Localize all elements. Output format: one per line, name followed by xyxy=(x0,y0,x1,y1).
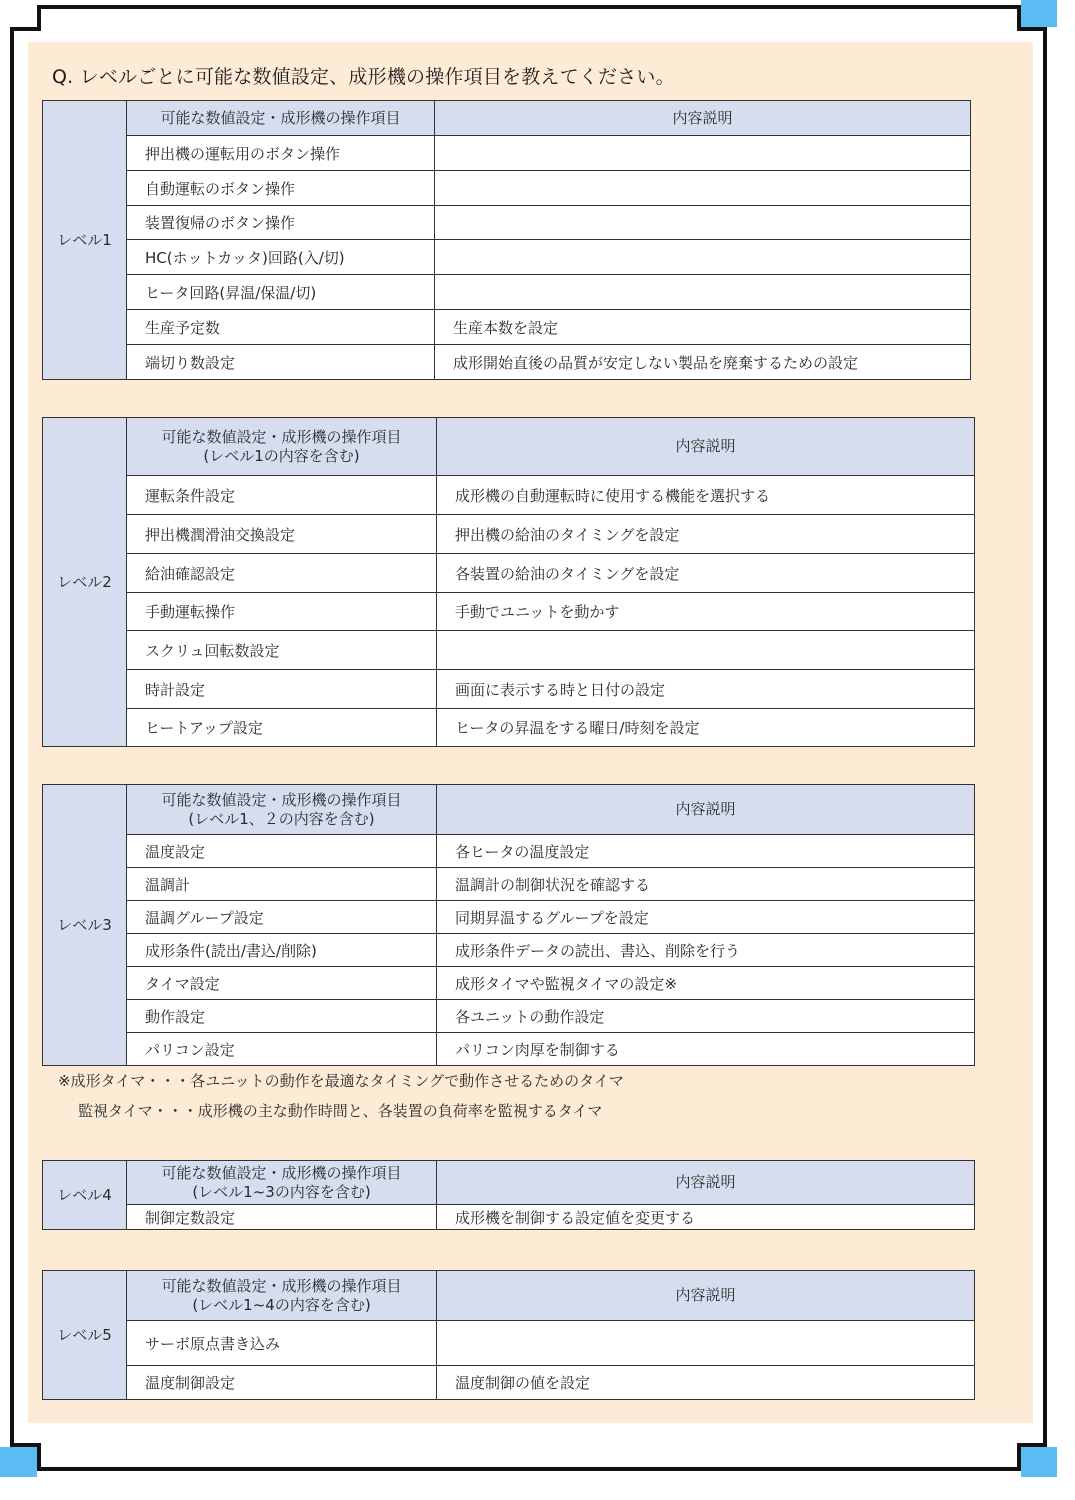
table-row xyxy=(43,670,975,709)
header-item-cell xyxy=(127,101,435,136)
question-heading: Q. レベルごとに可能な数値設定、成形機の操作項目を教えてください。 xyxy=(52,66,675,88)
level-2-table xyxy=(42,417,975,747)
description-cell: ヒータの昇温をする曜日/時刻を設定 xyxy=(437,709,975,747)
item-cell: 端切り数設定 xyxy=(127,345,435,380)
header-desc-cell: 内容説明 xyxy=(437,418,975,476)
item-cell: パリコン設定 xyxy=(127,1033,437,1066)
level-4-table xyxy=(42,1160,975,1230)
level-label: レベル1 xyxy=(43,101,127,380)
item-cell: 手動運転操作 xyxy=(127,593,437,631)
table-row xyxy=(43,1205,975,1230)
table-row xyxy=(43,310,971,345)
table-row xyxy=(43,240,971,275)
description-cell: 手動でユニットを動かす xyxy=(437,593,975,631)
item-cell: 自動運転のボタン操作 xyxy=(127,171,435,206)
table-row xyxy=(43,868,975,901)
table-row xyxy=(43,515,975,554)
table-row xyxy=(43,476,975,515)
description-cell: 押出機の給油のタイミングを設定 xyxy=(437,515,975,554)
table-row xyxy=(43,345,971,380)
item-cell: 温度制御設定 xyxy=(127,1366,437,1400)
item-cell: ヒータ回路(昇温/保温/切) xyxy=(127,275,435,310)
header-item-cell xyxy=(127,785,437,835)
item-cell: 温調グループ設定 xyxy=(127,901,437,934)
table-row xyxy=(43,1033,975,1066)
description-cell: 成形機の自動運転時に使用する機能を選択する xyxy=(437,476,975,515)
description-cell: 成形タイマや監視タイマの設定※ xyxy=(437,967,975,1000)
level-label: レベル3 xyxy=(43,785,127,1066)
description-cell xyxy=(435,136,971,171)
table-row xyxy=(43,171,971,206)
item-cell: 温度設定 xyxy=(127,835,437,868)
table-row xyxy=(43,631,975,670)
header-item-line: (レベル1、２の内容を含む) xyxy=(188,809,375,828)
table-row xyxy=(43,835,975,868)
description-cell: 生産本数を設定 xyxy=(435,310,971,345)
table-row xyxy=(43,554,975,593)
table-row xyxy=(43,709,975,747)
level-label: レベル2 xyxy=(43,418,127,747)
note-line-2: 監視タイマ・・・成形機の主な動作時間と、各装置の負荷率を監視するタイマ xyxy=(78,1102,603,1120)
description-cell xyxy=(437,1321,975,1366)
item-cell: 押出機の運転用のボタン操作 xyxy=(127,136,435,171)
corner-accent-bottom-right xyxy=(1021,1447,1057,1477)
header-item-cell xyxy=(127,418,437,476)
level-3-table xyxy=(42,784,975,1066)
item-cell: 動作設定 xyxy=(127,1000,437,1033)
description-cell: 成形条件データの読出、書込、削除を行う xyxy=(437,934,975,967)
table-row xyxy=(43,136,971,171)
table-row xyxy=(43,593,975,631)
table-row xyxy=(43,934,975,967)
item-cell: サーボ原点書き込み xyxy=(127,1321,437,1366)
description-cell: 温度制御の値を設定 xyxy=(437,1366,975,1400)
item-cell: 押出機潤滑油交換設定 xyxy=(127,515,437,554)
header-item-line: 可能な数値設定・成形機の操作項目 xyxy=(160,108,401,127)
description-cell: 各ユニットの動作設定 xyxy=(437,1000,975,1033)
description-cell xyxy=(435,240,971,275)
item-cell: 制御定数設定 xyxy=(127,1205,437,1230)
item-cell: 生産予定数 xyxy=(127,310,435,345)
header-desc-cell: 内容説明 xyxy=(435,101,971,136)
header-item-line: (レベル1の内容を含む) xyxy=(203,446,360,465)
header-desc-cell: 内容説明 xyxy=(437,1161,975,1205)
description-cell: 画面に表示する時と日付の設定 xyxy=(437,670,975,709)
frame-top-border xyxy=(37,5,1021,9)
frame-right-border xyxy=(1043,27,1047,1447)
header-item-line: 可能な数値設定・成形機の操作項目 xyxy=(161,427,402,446)
table-row xyxy=(43,206,971,240)
header-desc-cell: 内容説明 xyxy=(437,785,975,835)
table-row xyxy=(43,967,975,1000)
header-item-line: 可能な数値設定・成形機の操作項目 xyxy=(161,1276,402,1295)
item-cell: ヒートアップ設定 xyxy=(127,709,437,747)
header-item-line: (レベル1~4の内容を含む) xyxy=(192,1295,371,1314)
table-row xyxy=(43,1321,975,1366)
description-cell: 各装置の給油のタイミングを設定 xyxy=(437,554,975,593)
frame-bottom-border xyxy=(37,1467,1021,1471)
table-row xyxy=(43,275,971,310)
item-cell: HC(ホットカッタ)回路(入/切) xyxy=(127,240,435,275)
item-cell: 給油確認設定 xyxy=(127,554,437,593)
level-5-table xyxy=(42,1270,975,1400)
item-cell: スクリュ回転数設定 xyxy=(127,631,437,670)
item-cell: 運転条件設定 xyxy=(127,476,437,515)
description-cell xyxy=(435,206,971,240)
item-cell: 時計設定 xyxy=(127,670,437,709)
description-cell: 各ヒータの温度設定 xyxy=(437,835,975,868)
table-row xyxy=(43,1000,975,1033)
description-cell: 同期昇温するグループを設定 xyxy=(437,901,975,934)
corner-accent-bottom-left xyxy=(0,1447,37,1477)
description-cell: 温調計の制御状況を確認する xyxy=(437,868,975,901)
header-item-cell xyxy=(127,1161,437,1205)
header-item-line: (レベル1~3の内容を含む) xyxy=(192,1182,371,1201)
frame-left-top-stub xyxy=(10,27,41,31)
header-item-line: 可能な数値設定・成形機の操作項目 xyxy=(161,1163,402,1182)
description-cell: 成形機を制御する設定値を変更する xyxy=(437,1205,975,1230)
description-cell: パリコン肉厚を制御する xyxy=(437,1033,975,1066)
item-cell: 装置復帰のボタン操作 xyxy=(127,206,435,240)
description-cell xyxy=(435,171,971,206)
description-cell xyxy=(437,631,975,670)
item-cell: タイマ設定 xyxy=(127,967,437,1000)
description-cell: 成形開始直後の品質が安定しない製品を廃棄するための設定 xyxy=(435,345,971,380)
frame-left-border xyxy=(10,27,14,1447)
table-row xyxy=(43,1366,975,1400)
header-desc-cell: 内容説明 xyxy=(437,1271,975,1321)
corner-accent-top-right xyxy=(1021,0,1057,27)
level-1-table xyxy=(42,100,971,380)
level-label: レベル5 xyxy=(43,1271,127,1400)
header-item-cell xyxy=(127,1271,437,1321)
item-cell: 成形条件(読出/書込/削除) xyxy=(127,934,437,967)
description-cell xyxy=(435,275,971,310)
table-row xyxy=(43,901,975,934)
header-item-line: 可能な数値設定・成形機の操作項目 xyxy=(161,790,402,809)
note-line-1: ※成形タイマ・・・各ユニットの動作を最適なタイミングで動作させるためのタイマ xyxy=(58,1072,624,1090)
level-label: レベル4 xyxy=(43,1161,127,1230)
item-cell: 温調計 xyxy=(127,868,437,901)
